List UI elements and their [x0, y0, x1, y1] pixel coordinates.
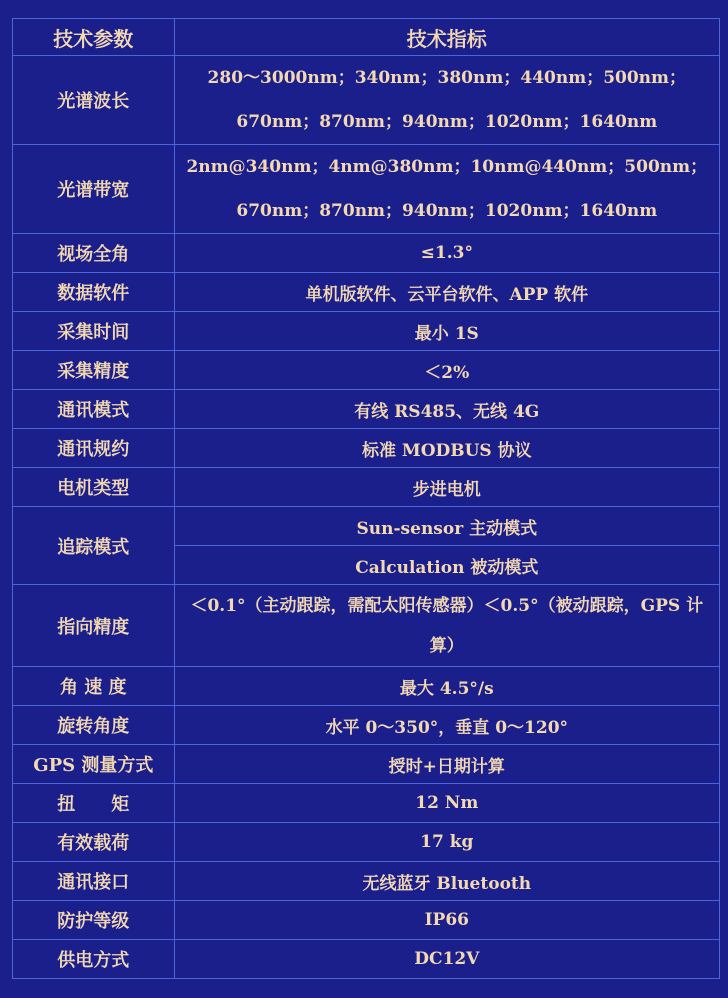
row-param: 视场全角 — [13, 234, 175, 273]
table-row — [13, 823, 720, 862]
row-param: 旋转角度 — [13, 706, 175, 745]
row-param: 有效载荷 — [13, 823, 175, 862]
row-value: 水平 0～350°，垂直 0～120° — [174, 706, 719, 745]
table-row — [13, 507, 720, 546]
row-param: 电机类型 — [13, 468, 175, 507]
row-value: 标准 MODBUS 协议 — [174, 429, 719, 468]
table-row — [13, 273, 720, 312]
row-value: ＜0.1°（主动跟踪，需配太阳传感器）＜0.5°（被动跟踪，GPS 计算） — [174, 585, 719, 667]
table-row — [13, 585, 720, 667]
row-param: 防护等级 — [13, 901, 175, 940]
row-value: ＜2% — [174, 351, 719, 390]
table-row — [13, 901, 720, 940]
row-param: 扭 矩 — [13, 784, 175, 823]
row-param: 供电方式 — [13, 940, 175, 979]
row-param: 采集时间 — [13, 312, 175, 351]
row-param: 通讯规约 — [13, 429, 175, 468]
row-param: 光谱带宽 — [13, 145, 175, 234]
row-value: 无线蓝牙 Bluetooth — [174, 862, 719, 901]
header-param: 技术参数 — [13, 19, 175, 56]
spec-table — [12, 18, 720, 979]
table-row — [13, 706, 720, 745]
row-param: 采集精度 — [13, 351, 175, 390]
header-value: 技术指标 — [174, 19, 719, 56]
row-value: 有线 RS485、无线 4G — [174, 390, 719, 429]
row-param: 指向精度 — [13, 585, 175, 667]
row-value: 最大 4.5°/s — [174, 667, 719, 706]
row-value: Sun-sensor 主动模式 — [174, 507, 719, 546]
table-row — [13, 390, 720, 429]
row-param: 通讯模式 — [13, 390, 175, 429]
table-header-row — [13, 19, 720, 56]
row-value: 2nm@340nm；4nm@380nm；10nm@440nm；500nm；670nm；870nm；940nm；1020nm；1640nm — [174, 145, 719, 234]
table-row — [13, 940, 720, 979]
row-value: IP66 — [174, 901, 719, 940]
table-row — [13, 429, 720, 468]
table-row — [13, 312, 720, 351]
table-row — [13, 745, 720, 784]
table-row — [13, 784, 720, 823]
table-row — [13, 56, 720, 145]
row-param: 追踪模式 — [13, 507, 175, 585]
row-param: 数据软件 — [13, 273, 175, 312]
row-value: Calculation 被动模式 — [174, 546, 719, 585]
row-value: 单机版软件、云平台软件、APP 软件 — [174, 273, 719, 312]
row-value: 17 kg — [174, 823, 719, 862]
row-param: 通讯接口 — [13, 862, 175, 901]
row-param: GPS 测量方式 — [13, 745, 175, 784]
row-value: 280～3000nm；340nm；380nm；440nm；500nm；670nm；870nm；940nm；1020nm；1640nm — [174, 56, 719, 145]
row-param: 角 速 度 — [13, 667, 175, 706]
row-value: 步进电机 — [174, 468, 719, 507]
row-value: DC12V — [174, 940, 719, 979]
row-value: ≤1.3° — [174, 234, 719, 273]
table-row — [13, 351, 720, 390]
table-row — [13, 667, 720, 706]
row-param: 光谱波长 — [13, 56, 175, 145]
row-value: 授时+日期计算 — [174, 745, 719, 784]
table-row — [13, 234, 720, 273]
table-row — [13, 145, 720, 234]
table-row — [13, 468, 720, 507]
row-value: 12 Nm — [174, 784, 719, 823]
table-row — [13, 862, 720, 901]
row-value: 最小 1S — [174, 312, 719, 351]
